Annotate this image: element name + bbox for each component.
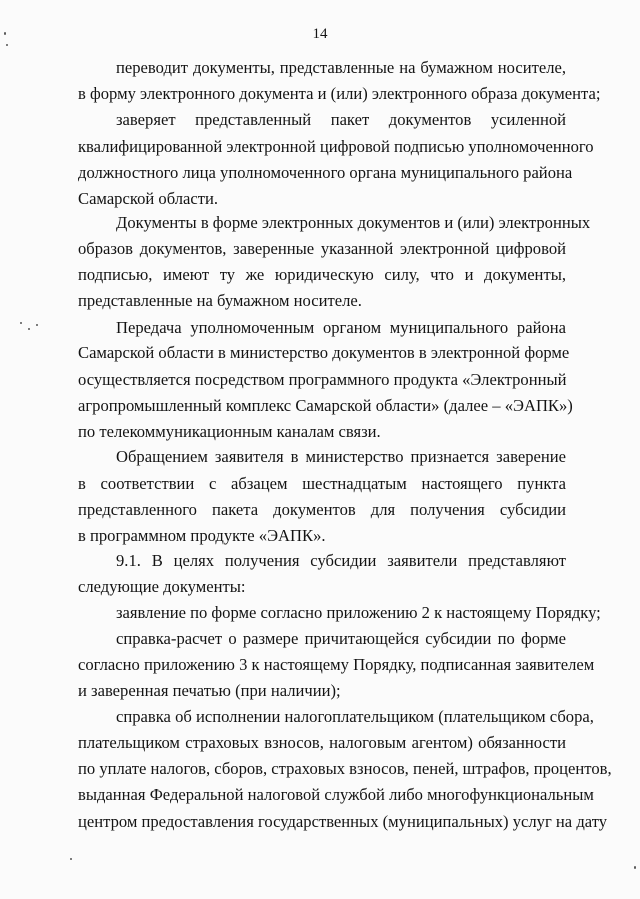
text-line: переводит документы, представленные на бумажном носителе, bbox=[116, 58, 566, 77]
scan-speck bbox=[70, 858, 72, 860]
scan-speck bbox=[4, 32, 6, 35]
text-line: представленного пакета документов для получения субсидии bbox=[78, 500, 566, 519]
text-line: по уплате налогов, сборов, страховых взносов, пеней, штрафов, процентов, bbox=[78, 759, 612, 778]
text-line: подписью, имеют ту же юридическую силу, что и документы, bbox=[78, 265, 566, 284]
text-line: 9.1. В целях получения субсидии заявители представляют bbox=[116, 551, 566, 570]
text-line: справка-расчет о размере причитающейся субсидии по форме bbox=[116, 629, 566, 648]
text-line: справка об исполнении налогоплательщиком (плательщиком сбора, bbox=[116, 707, 594, 726]
text-line: Самарской области в министерство документов в электронной форме bbox=[78, 343, 570, 362]
scan-speck bbox=[20, 322, 22, 324]
scan-speck bbox=[36, 324, 38, 326]
text-line: агропромышленный комплекс Самарской области» (далее – «ЭАПК») bbox=[78, 396, 573, 415]
text-line: выданная Федеральной налоговой службой либо многофункциональным bbox=[78, 785, 594, 804]
text-line: представленные на бумажном носителе. bbox=[78, 291, 362, 310]
text-line: в соответствии с абзацем шестнадцатым настоящего пункта bbox=[78, 474, 566, 493]
text-line: осуществляется посредством программного продукта «Электронный bbox=[78, 370, 567, 389]
text-line: образов документов, заверенные указанной электронной цифровой bbox=[78, 239, 566, 258]
text-line: плательщиком страховых взносов, налоговым агентом) обязанности bbox=[78, 733, 566, 752]
text-line: должностного лица уполномоченного органа муниципального района bbox=[78, 163, 573, 182]
text-line: Обращением заявителя в министерство признается заверение bbox=[116, 447, 566, 466]
text-line: заявление по форме согласно приложению 2 к настоящему Порядку; bbox=[116, 603, 601, 622]
text-line: квалифицированной электронной цифровой подписью уполномоченного bbox=[78, 137, 594, 156]
text-line: Документы в форме электронных документов и (или) электронных bbox=[116, 213, 591, 232]
text-line: Передача уполномоченным органом муниципального района bbox=[116, 318, 566, 337]
text-line: согласно приложению 3 к настоящему Порядку, подписанная заявителем bbox=[78, 655, 595, 674]
text-line: следующие документы: bbox=[78, 577, 246, 596]
scan-speck bbox=[634, 866, 636, 869]
text-line: центром предоставления государственных (муниципальных) услуг на дату bbox=[78, 812, 608, 831]
text-line: Самарской области. bbox=[78, 189, 219, 208]
scan-speck bbox=[28, 328, 30, 330]
scan-speck bbox=[6, 44, 8, 46]
text-line: в форму электронного документа и (или) электронного образа документа; bbox=[78, 84, 601, 103]
text-line: и заверенная печатью (при наличии); bbox=[78, 681, 341, 700]
text-line: заверяет представленный пакет документов усиленной bbox=[116, 110, 566, 129]
page-number: 14 bbox=[312, 26, 328, 42]
text-line: в программном продукте «ЭАПК». bbox=[78, 526, 326, 545]
text-line: по телекоммуникационным каналам связи. bbox=[78, 422, 381, 441]
